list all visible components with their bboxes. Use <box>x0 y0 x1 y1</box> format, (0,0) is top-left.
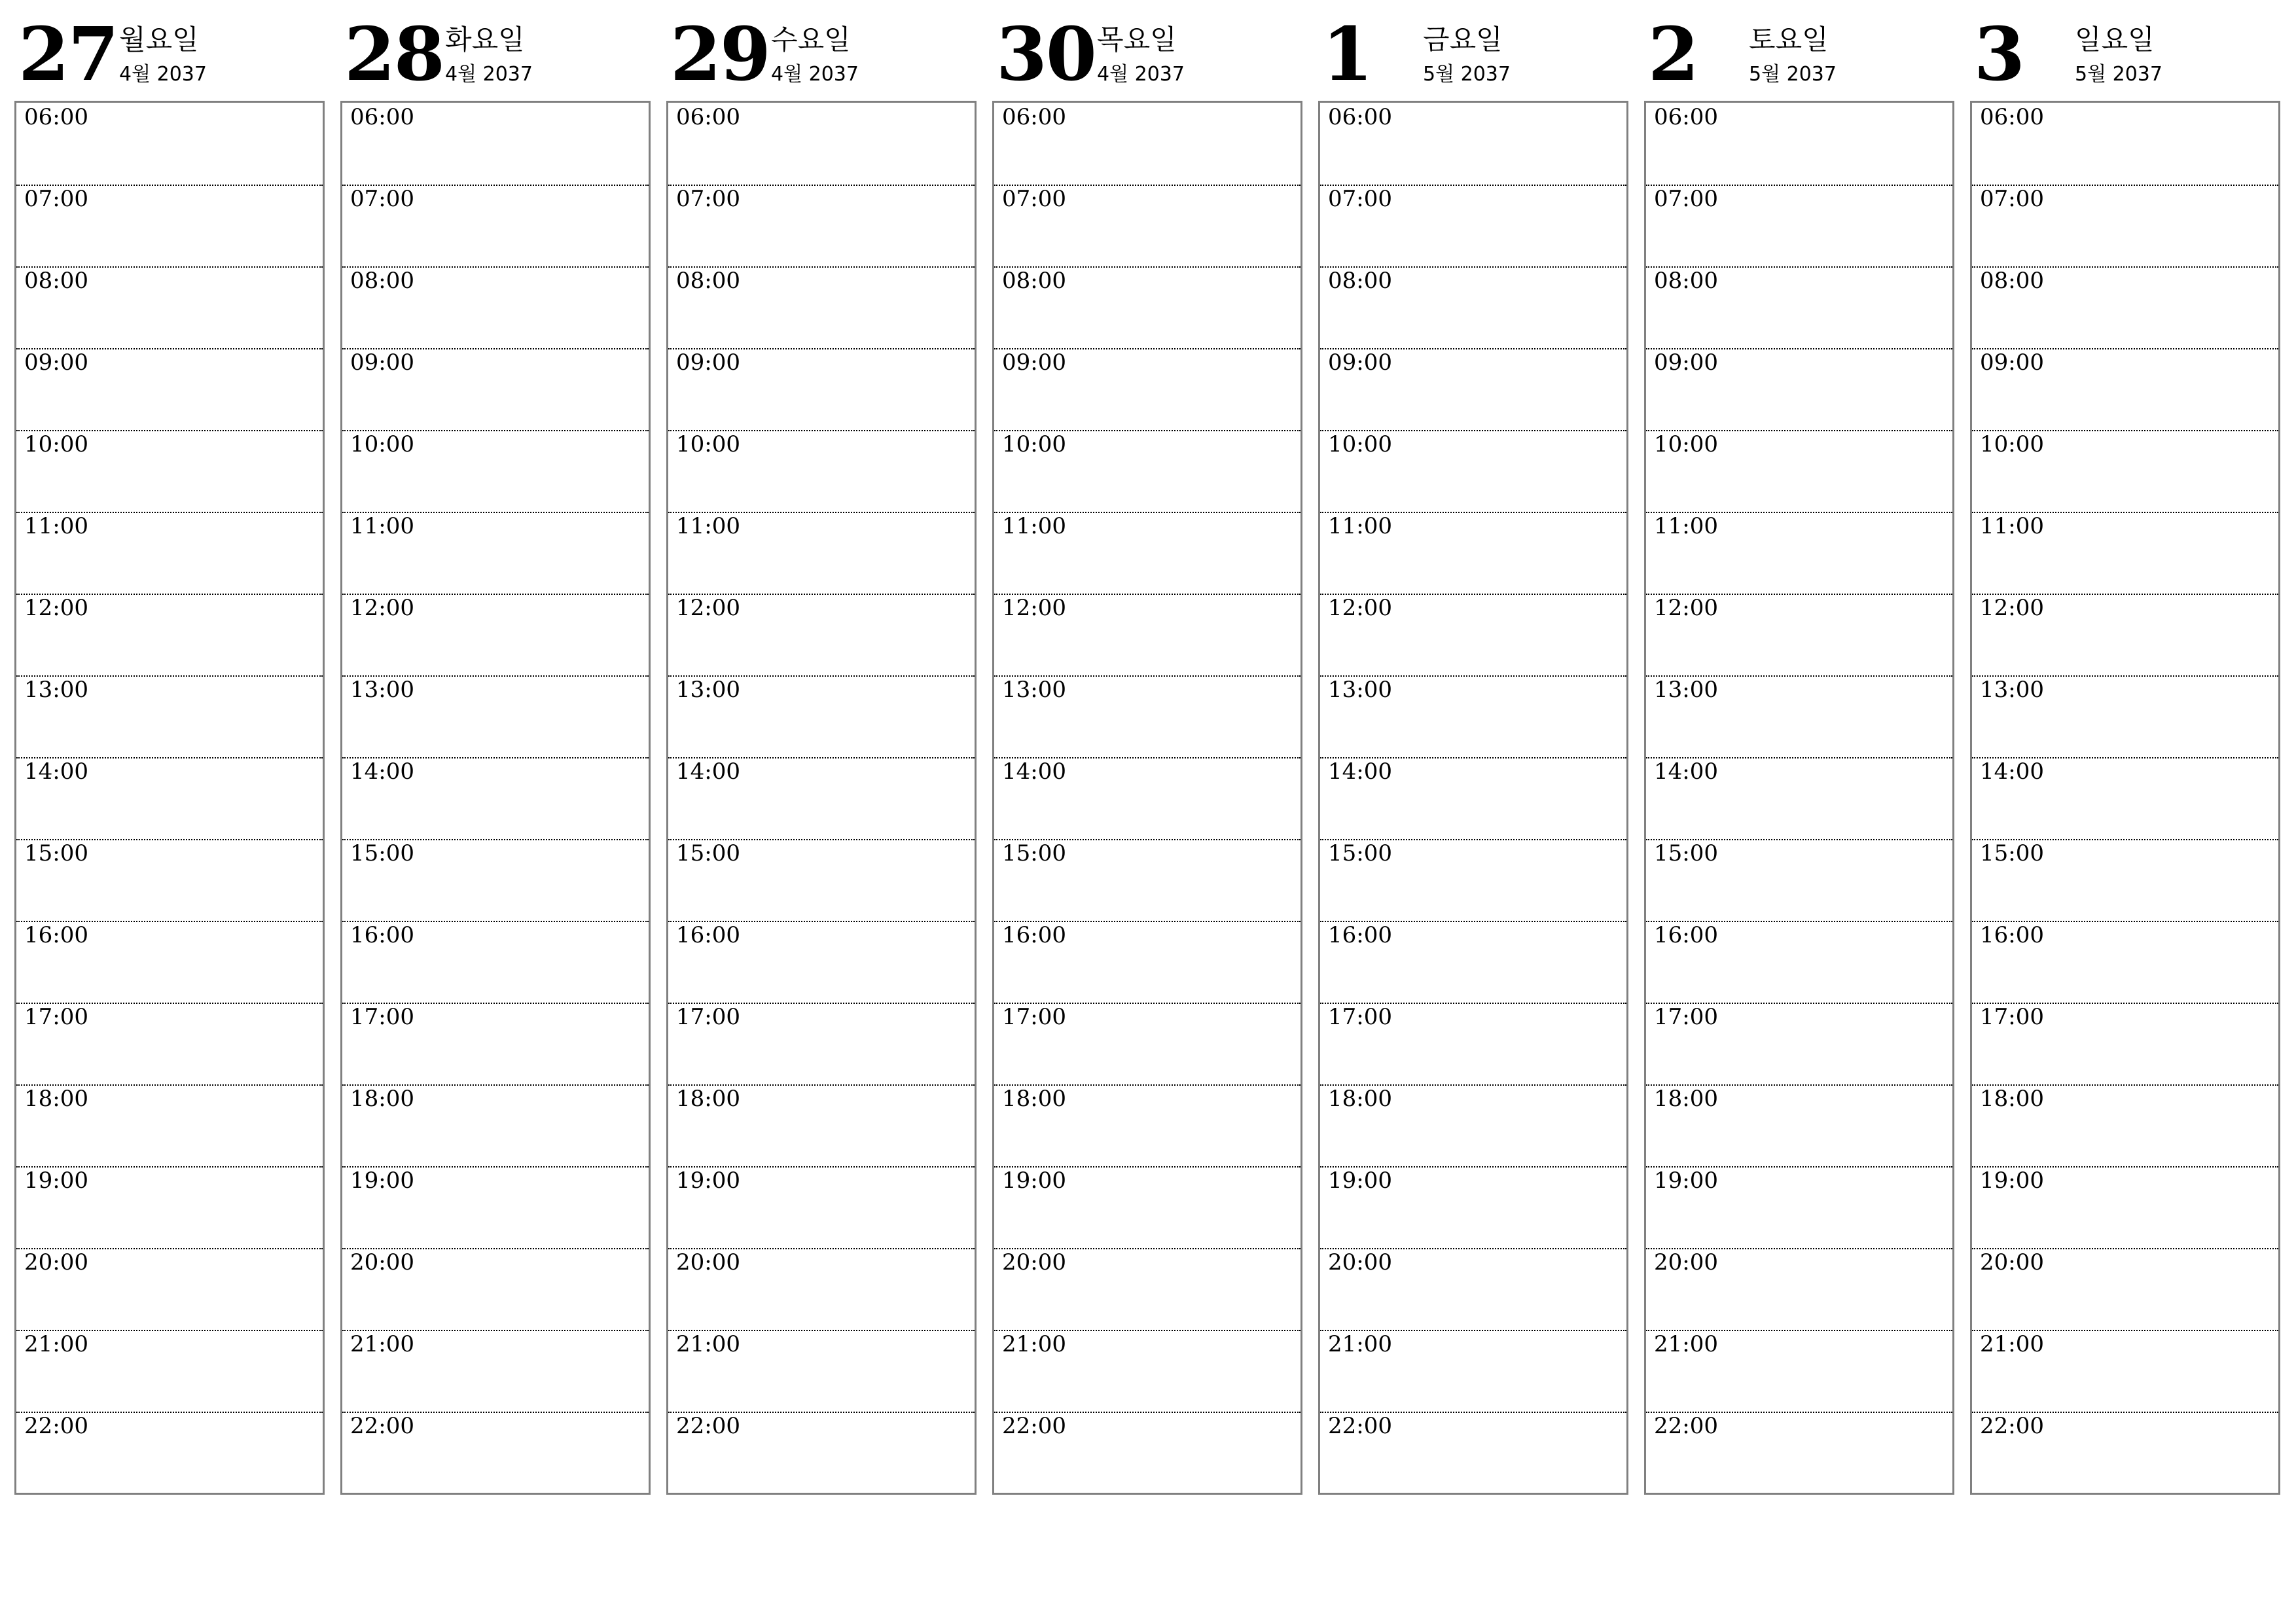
time-label: 22:00 <box>350 1413 414 1439</box>
time-slot[interactable] <box>342 512 649 594</box>
time-label: 11:00 <box>1002 513 1066 539</box>
time-slot[interactable] <box>668 348 975 430</box>
time-slot[interactable] <box>1646 1003 1952 1084</box>
time-slot[interactable] <box>342 430 649 512</box>
time-label: 14:00 <box>1654 758 1718 785</box>
time-label: 06:00 <box>24 104 88 130</box>
time-slot[interactable] <box>668 839 975 921</box>
time-slot[interactable] <box>16 1412 323 1493</box>
time-slot[interactable] <box>16 103 323 185</box>
time-slot[interactable] <box>342 1084 649 1166</box>
day-column <box>1318 0 1631 1499</box>
time-slot[interactable] <box>1320 921 1626 1003</box>
time-label: 08:00 <box>350 268 414 294</box>
time-label: 09:00 <box>1654 349 1718 376</box>
time-label: 16:00 <box>1980 922 2044 948</box>
day-header <box>1318 0 1631 98</box>
time-slot[interactable] <box>1646 185 1952 266</box>
time-slot[interactable] <box>1972 839 2278 921</box>
time-slot[interactable] <box>1646 1166 1952 1248</box>
time-label: 11:00 <box>1328 513 1392 539</box>
time-slot[interactable] <box>1646 921 1952 1003</box>
time-label: 14:00 <box>1328 758 1392 785</box>
time-label: 15:00 <box>676 840 740 866</box>
time-label: 11:00 <box>676 513 740 539</box>
time-slot[interactable] <box>994 1330 1300 1412</box>
time-slot[interactable] <box>342 757 649 839</box>
time-label: 21:00 <box>24 1331 88 1357</box>
time-slot[interactable] <box>16 757 323 839</box>
time-slot[interactable] <box>342 1412 649 1493</box>
time-label: 09:00 <box>1980 349 2044 376</box>
time-label: 14:00 <box>1980 758 2044 785</box>
time-slot[interactable] <box>1320 1084 1626 1166</box>
time-slot[interactable] <box>1320 1330 1626 1412</box>
weekday-label: 토요일 <box>1749 24 1829 56</box>
time-label: 08:00 <box>1654 268 1718 294</box>
time-label: 20:00 <box>1002 1249 1066 1275</box>
time-slot[interactable] <box>668 1084 975 1166</box>
time-label: 09:00 <box>1328 349 1392 376</box>
weekly-planner <box>14 0 2291 1499</box>
time-label: 07:00 <box>676 186 740 212</box>
time-slot[interactable] <box>1320 839 1626 921</box>
time-label: 08:00 <box>1328 268 1392 294</box>
weekday-label: 금요일 <box>1423 24 1503 56</box>
day-schedule-box <box>666 101 977 1495</box>
time-label: 21:00 <box>676 1331 740 1357</box>
time-slot[interactable] <box>994 103 1300 185</box>
time-slot[interactable] <box>342 921 649 1003</box>
time-label: 14:00 <box>24 758 88 785</box>
time-slot[interactable] <box>994 1084 1300 1166</box>
time-slot[interactable] <box>994 675 1300 757</box>
time-label: 06:00 <box>1328 104 1392 130</box>
day-schedule-box <box>992 101 1302 1495</box>
time-label: 17:00 <box>1002 1004 1066 1030</box>
day-column <box>14 0 327 1499</box>
time-label: 16:00 <box>1654 922 1718 948</box>
time-slot[interactable] <box>994 1003 1300 1084</box>
time-slot[interactable] <box>1646 594 1952 675</box>
time-slot[interactable] <box>668 512 975 594</box>
time-slot[interactable] <box>668 1412 975 1493</box>
time-label: 20:00 <box>350 1249 414 1275</box>
time-label: 10:00 <box>1328 431 1392 457</box>
time-label: 15:00 <box>1654 840 1718 866</box>
time-label: 15:00 <box>1002 840 1066 866</box>
day-number: 3 <box>1974 12 2024 98</box>
time-label: 08:00 <box>1002 268 1066 294</box>
time-label: 07:00 <box>350 186 414 212</box>
time-slot[interactable] <box>994 757 1300 839</box>
day-schedule-box <box>14 101 325 1495</box>
time-slot[interactable] <box>342 185 649 266</box>
time-label: 19:00 <box>1980 1168 2044 1194</box>
time-label: 18:00 <box>676 1086 740 1112</box>
time-label: 10:00 <box>1654 431 1718 457</box>
time-label: 14:00 <box>350 758 414 785</box>
time-label: 19:00 <box>350 1168 414 1194</box>
time-slot[interactable] <box>1320 266 1626 348</box>
time-label: 12:00 <box>1328 595 1392 621</box>
time-slot[interactable] <box>1646 675 1952 757</box>
time-slot[interactable] <box>668 921 975 1003</box>
time-label: 17:00 <box>1328 1004 1392 1030</box>
time-label: 12:00 <box>1980 595 2044 621</box>
time-slot[interactable] <box>1646 103 1952 185</box>
time-slot[interactable] <box>1320 103 1626 185</box>
time-label: 22:00 <box>1328 1413 1392 1439</box>
time-label: 18:00 <box>1002 1086 1066 1112</box>
time-slot[interactable] <box>994 1166 1300 1248</box>
time-label: 08:00 <box>1980 268 2044 294</box>
time-slot[interactable] <box>1972 1330 2278 1412</box>
time-slot[interactable] <box>1646 1084 1952 1166</box>
time-slot[interactable] <box>16 348 323 430</box>
time-label: 10:00 <box>350 431 414 457</box>
day-schedule-box <box>1318 101 1628 1495</box>
time-label: 16:00 <box>1002 922 1066 948</box>
time-label: 17:00 <box>24 1004 88 1030</box>
time-label: 10:00 <box>1002 431 1066 457</box>
time-label: 19:00 <box>1002 1168 1066 1194</box>
time-label: 14:00 <box>676 758 740 785</box>
time-label: 19:00 <box>1328 1168 1392 1194</box>
time-slot[interactable] <box>1320 185 1626 266</box>
time-slot[interactable] <box>1972 103 2278 185</box>
time-label: 16:00 <box>350 922 414 948</box>
weekday-label: 수요일 <box>771 24 851 56</box>
time-slot[interactable] <box>1646 757 1952 839</box>
day-number: 30 <box>996 12 1096 98</box>
month-year-label: 4월 2037 <box>445 63 533 86</box>
time-label: 17:00 <box>676 1004 740 1030</box>
time-slot[interactable] <box>1646 348 1952 430</box>
time-label: 21:00 <box>350 1331 414 1357</box>
time-label: 09:00 <box>1002 349 1066 376</box>
time-slot[interactable] <box>342 1166 649 1248</box>
time-slot[interactable] <box>1972 1084 2278 1166</box>
time-slot[interactable] <box>342 675 649 757</box>
month-year-label: 4월 2037 <box>771 63 859 86</box>
day-schedule-box <box>1970 101 2280 1495</box>
time-label: 07:00 <box>1328 186 1392 212</box>
time-label: 18:00 <box>1980 1086 2044 1112</box>
time-slot[interactable] <box>16 921 323 1003</box>
time-label: 09:00 <box>24 349 88 376</box>
time-label: 06:00 <box>1980 104 2044 130</box>
time-label: 13:00 <box>1328 677 1392 703</box>
time-slot[interactable] <box>1320 1248 1626 1330</box>
time-label: 13:00 <box>1002 677 1066 703</box>
time-slot[interactable] <box>1972 348 2278 430</box>
month-year-label: 4월 2037 <box>1097 63 1185 86</box>
time-slot[interactable] <box>16 1003 323 1084</box>
time-slot[interactable] <box>668 757 975 839</box>
time-label: 13:00 <box>1980 677 2044 703</box>
time-slot[interactable] <box>1972 594 2278 675</box>
time-label: 12:00 <box>1002 595 1066 621</box>
time-slot[interactable] <box>342 348 649 430</box>
time-slot[interactable] <box>1646 430 1952 512</box>
time-slot[interactable] <box>16 594 323 675</box>
time-label: 18:00 <box>1654 1086 1718 1112</box>
time-label: 16:00 <box>676 922 740 948</box>
time-slot[interactable] <box>16 1084 323 1166</box>
time-label: 17:00 <box>350 1004 414 1030</box>
time-label: 09:00 <box>350 349 414 376</box>
time-label: 18:00 <box>350 1086 414 1112</box>
time-slot[interactable] <box>1320 675 1626 757</box>
time-slot[interactable] <box>1320 512 1626 594</box>
time-slot[interactable] <box>1972 757 2278 839</box>
day-schedule-box <box>1644 101 1954 1495</box>
time-label: 19:00 <box>1654 1168 1718 1194</box>
time-slot[interactable] <box>1320 757 1626 839</box>
day-number: 27 <box>18 12 118 98</box>
time-label: 21:00 <box>1980 1331 2044 1357</box>
time-label: 07:00 <box>1980 186 2044 212</box>
time-label: 08:00 <box>676 268 740 294</box>
day-header <box>1970 0 2283 98</box>
time-label: 18:00 <box>1328 1086 1392 1112</box>
time-label: 20:00 <box>676 1249 740 1275</box>
time-slot[interactable] <box>342 103 649 185</box>
time-slot[interactable] <box>994 1412 1300 1493</box>
time-label: 12:00 <box>676 595 740 621</box>
time-label: 19:00 <box>676 1168 740 1194</box>
weekday-label: 월요일 <box>119 24 199 56</box>
time-slot[interactable] <box>1320 430 1626 512</box>
day-header <box>1644 0 1957 98</box>
time-slot[interactable] <box>994 266 1300 348</box>
time-slot[interactable] <box>1646 1330 1952 1412</box>
day-number: 1 <box>1322 12 1372 98</box>
time-slot[interactable] <box>668 430 975 512</box>
time-label: 11:00 <box>1980 513 2044 539</box>
time-slot[interactable] <box>1972 512 2278 594</box>
time-label: 07:00 <box>24 186 88 212</box>
month-year-label: 5월 2037 <box>2075 63 2162 86</box>
time-slot[interactable] <box>1972 675 2278 757</box>
time-slot[interactable] <box>1972 266 2278 348</box>
time-label: 10:00 <box>1980 431 2044 457</box>
time-slot[interactable] <box>994 921 1300 1003</box>
time-label: 10:00 <box>24 431 88 457</box>
time-slot[interactable] <box>342 1330 649 1412</box>
time-slot[interactable] <box>16 675 323 757</box>
time-slot[interactable] <box>16 185 323 266</box>
time-label: 06:00 <box>350 104 414 130</box>
weekday-label: 화요일 <box>445 24 525 56</box>
time-label: 22:00 <box>1980 1413 2044 1439</box>
month-year-label: 5월 2037 <box>1749 63 1837 86</box>
time-label: 14:00 <box>1002 758 1066 785</box>
time-label: 08:00 <box>24 268 88 294</box>
day-header <box>340 0 653 98</box>
time-label: 21:00 <box>1654 1331 1718 1357</box>
time-label: 17:00 <box>1654 1004 1718 1030</box>
day-header <box>14 0 327 98</box>
time-slot[interactable] <box>342 594 649 675</box>
time-slot[interactable] <box>1972 921 2278 1003</box>
day-column <box>666 0 979 1499</box>
day-schedule-box <box>340 101 651 1495</box>
time-slot[interactable] <box>994 185 1300 266</box>
time-slot[interactable] <box>342 266 649 348</box>
time-slot[interactable] <box>16 839 323 921</box>
time-label: 22:00 <box>1654 1413 1718 1439</box>
time-slot[interactable] <box>1320 1166 1626 1248</box>
time-label: 11:00 <box>24 513 88 539</box>
time-slot[interactable] <box>994 594 1300 675</box>
time-slot[interactable] <box>994 839 1300 921</box>
time-label: 09:00 <box>676 349 740 376</box>
time-slot[interactable] <box>668 594 975 675</box>
time-label: 06:00 <box>1002 104 1066 130</box>
time-slot[interactable] <box>668 1248 975 1330</box>
time-slot[interactable] <box>342 1003 649 1084</box>
time-slot[interactable] <box>1320 594 1626 675</box>
time-slot[interactable] <box>1972 1003 2278 1084</box>
time-slot[interactable] <box>668 185 975 266</box>
time-label: 22:00 <box>1002 1413 1066 1439</box>
time-label: 11:00 <box>350 513 414 539</box>
time-slot[interactable] <box>1646 512 1952 594</box>
time-slot[interactable] <box>1972 185 2278 266</box>
time-slot[interactable] <box>994 1248 1300 1330</box>
time-label: 22:00 <box>24 1413 88 1439</box>
time-label: 07:00 <box>1002 186 1066 212</box>
time-label: 13:00 <box>676 677 740 703</box>
time-slot[interactable] <box>1646 266 1952 348</box>
time-slot[interactable] <box>16 1330 323 1412</box>
time-label: 11:00 <box>1654 513 1718 539</box>
time-slot[interactable] <box>16 1248 323 1330</box>
time-slot[interactable] <box>668 103 975 185</box>
time-slot[interactable] <box>1972 1248 2278 1330</box>
time-label: 21:00 <box>1002 1331 1066 1357</box>
time-slot[interactable] <box>1972 430 2278 512</box>
time-slot[interactable] <box>994 512 1300 594</box>
day-header <box>666 0 979 98</box>
time-label: 13:00 <box>1654 677 1718 703</box>
time-label: 19:00 <box>24 1168 88 1194</box>
day-number: 28 <box>344 12 444 98</box>
time-label: 15:00 <box>350 840 414 866</box>
time-label: 20:00 <box>24 1249 88 1275</box>
time-label: 15:00 <box>1328 840 1392 866</box>
day-column <box>1970 0 2283 1499</box>
time-label: 10:00 <box>676 431 740 457</box>
time-label: 15:00 <box>24 840 88 866</box>
time-slot[interactable] <box>1320 1412 1626 1493</box>
time-slot[interactable] <box>1972 1166 2278 1248</box>
day-column <box>1644 0 1957 1499</box>
time-label: 15:00 <box>1980 840 2044 866</box>
day-number: 29 <box>670 12 770 98</box>
time-label: 21:00 <box>1328 1331 1392 1357</box>
time-label: 13:00 <box>350 677 414 703</box>
time-label: 16:00 <box>1328 922 1392 948</box>
time-label: 17:00 <box>1980 1004 2044 1030</box>
time-slot[interactable] <box>1646 1412 1952 1493</box>
time-label: 16:00 <box>24 922 88 948</box>
time-slot[interactable] <box>342 839 649 921</box>
time-slot[interactable] <box>16 512 323 594</box>
month-year-label: 4월 2037 <box>119 63 207 86</box>
time-label: 12:00 <box>1654 595 1718 621</box>
weekday-label: 목요일 <box>1097 24 1177 56</box>
time-slot[interactable] <box>668 266 975 348</box>
day-column <box>340 0 653 1499</box>
day-number: 2 <box>1648 12 1698 98</box>
time-slot[interactable] <box>1320 1003 1626 1084</box>
time-label: 18:00 <box>24 1086 88 1112</box>
time-slot[interactable] <box>1320 348 1626 430</box>
time-slot[interactable] <box>1972 1412 2278 1493</box>
time-label: 06:00 <box>1654 104 1718 130</box>
time-slot[interactable] <box>342 1248 649 1330</box>
time-label: 20:00 <box>1328 1249 1392 1275</box>
time-label: 13:00 <box>24 677 88 703</box>
time-label: 22:00 <box>676 1413 740 1439</box>
time-slot[interactable] <box>668 1166 975 1248</box>
time-label: 20:00 <box>1980 1249 2044 1275</box>
time-slot[interactable] <box>994 430 1300 512</box>
day-column <box>992 0 1305 1499</box>
time-slot[interactable] <box>16 430 323 512</box>
time-slot[interactable] <box>668 1330 975 1412</box>
day-header <box>992 0 1305 98</box>
time-slot[interactable] <box>668 1003 975 1084</box>
time-label: 12:00 <box>350 595 414 621</box>
weekday-label: 일요일 <box>2075 24 2155 56</box>
month-year-label: 5월 2037 <box>1423 63 1511 86</box>
time-slot[interactable] <box>1646 1248 1952 1330</box>
time-label: 12:00 <box>24 595 88 621</box>
time-label: 06:00 <box>676 104 740 130</box>
time-label: 20:00 <box>1654 1249 1718 1275</box>
time-slot[interactable] <box>994 348 1300 430</box>
time-slot[interactable] <box>16 1166 323 1248</box>
time-label: 07:00 <box>1654 186 1718 212</box>
time-slot[interactable] <box>1646 839 1952 921</box>
time-slot[interactable] <box>16 266 323 348</box>
time-slot[interactable] <box>668 675 975 757</box>
